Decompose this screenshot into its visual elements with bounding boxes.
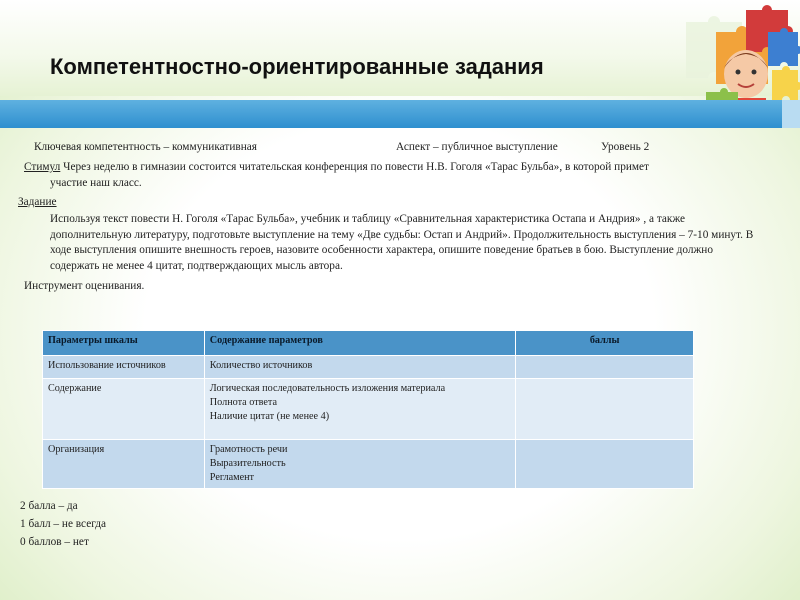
stimulus-line — [24, 160, 649, 176]
page-title: Компетентностно-ориентированные задания — [50, 54, 544, 79]
table-header-cell: Параметры шкалы — [43, 331, 205, 356]
stimulus-label: Стимул — [24, 161, 61, 173]
table-header-cell: баллы — [516, 331, 694, 356]
table-cell-content — [204, 379, 516, 440]
content-line: Наличие цитат (не менее 4) — [209, 411, 330, 422]
table-cell-content — [204, 356, 516, 379]
table-row — [43, 440, 694, 489]
instrument-label: Инструмент оценивания. — [24, 280, 145, 292]
table-cell-param: Организация — [43, 440, 205, 489]
content-line: Количество источников — [209, 360, 313, 371]
stimulus-text-continued: участие наш класс. — [50, 177, 142, 189]
table-cell-content — [204, 440, 516, 489]
content-line: Полнота ответа — [209, 397, 278, 408]
score-legend-item: 2 балла – да — [20, 500, 78, 512]
stimulus-text: Через неделю в гимназии состоится читательская конференция по повести Н.В. Гоголя «Тарас Бульба», в которой примет — [63, 161, 649, 173]
table-cell-score — [516, 440, 694, 489]
table-cell-param: Использование источников — [43, 356, 205, 379]
content-line: Регламент — [209, 472, 254, 483]
table-row — [43, 356, 694, 379]
table-cell-score — [516, 356, 694, 379]
score-legend-item: 1 балл – не всегда — [20, 518, 107, 530]
table-cell-score — [516, 379, 694, 440]
content-line: Логическая последовательность изложения материала — [209, 383, 446, 394]
content-line: Выразительность — [209, 458, 286, 469]
table-row — [43, 379, 694, 440]
score-legend-item: 0 баллов – нет — [20, 536, 89, 548]
task-text: Используя текст повести Н. Гоголя «Тарас Бульба», учебник и таблицу «Сравнительная характеристика Остапа и Андрия» , а также дополнительную литературу, подготовьте выступление на тему «Две судьбы: Остап и Андрий». Продолжительность выступления – 7-10 минут. В ходе выступления опишите внешность героев, назовите особенности характера, опишите поведение братьев в бою. Выступление должно содержать не менее 4 цитат, подтверждающих мысль автора. — [50, 213, 754, 272]
content-line: Грамотность речи — [209, 444, 288, 455]
competence-text: Ключевая компетентность – коммуникативная — [34, 141, 257, 153]
assessment-table — [42, 330, 694, 489]
header-accent-bar — [0, 100, 800, 128]
task-label: Задание — [18, 196, 57, 208]
table-cell-param: Содержание — [43, 379, 205, 440]
aspect-text: Аспект – публичное выступление — [396, 141, 558, 153]
header-accent-bar-end — [782, 100, 800, 128]
table-header-cell: Содержание параметров — [204, 331, 516, 356]
table-header-row — [43, 331, 694, 356]
level-text: Уровень 2 — [601, 141, 650, 153]
